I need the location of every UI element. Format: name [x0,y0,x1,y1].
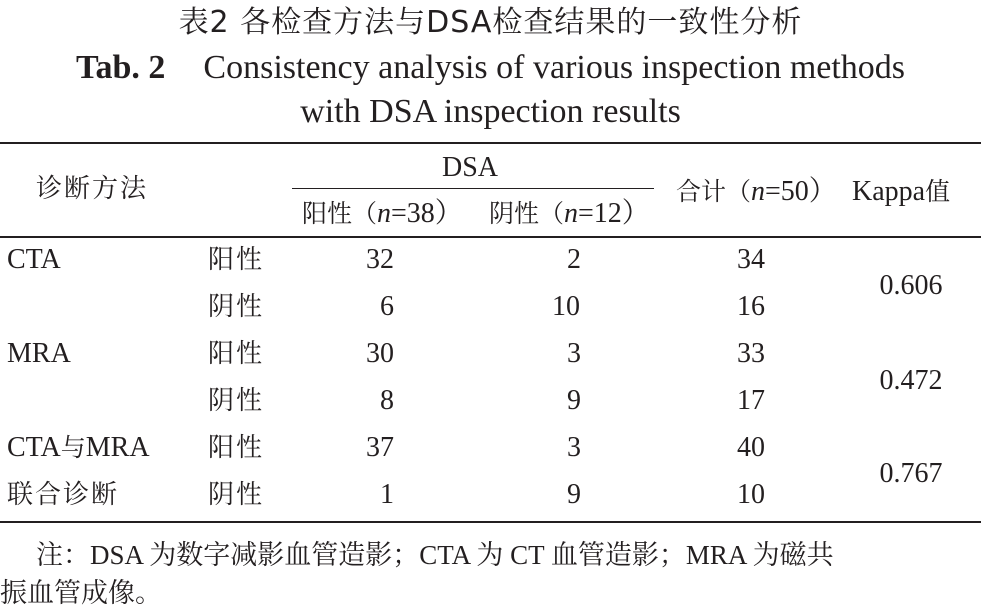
row-label: 阴性 [208,292,265,322]
bottom-rule [0,521,981,523]
cell-dsa-positive: 30 [366,338,394,369]
cell-dsa-negative: 3 [567,338,581,369]
header-dsa-positive [302,198,463,230]
group-name-combined-mra: MRA [85,432,150,463]
table-note-line2: 振血管成像。 [0,578,162,608]
header-total [676,176,837,208]
cell-total: 40 [737,432,765,463]
header-total-label: 合计（ [676,177,752,206]
cell-dsa-negative: 2 [567,244,581,275]
header-total-n: n [751,176,766,207]
table-title-english [0,46,981,134]
header-dsa-negative-label: 阴性（ [489,199,565,228]
group-name-cta: CTA [7,244,61,275]
group-name-combined-line2: 联合诊断 [7,480,120,510]
top-rule [0,142,981,144]
cell-dsa-negative: 3 [567,432,581,463]
kappa-value-combined: 0.767 [879,458,943,489]
cell-dsa-positive: 32 [366,244,394,275]
header-dsa-negative-count: =12） [578,198,650,229]
header-dsa-negative-n: n [564,198,579,229]
group-name-combined [7,432,150,464]
cell-dsa-positive: 6 [380,291,394,322]
row-label: 阳性 [208,339,265,369]
header-dsa-positive-count: =38） [391,198,463,229]
cell-dsa-negative: 9 [567,385,581,416]
header-dsa: DSA [442,152,499,183]
header-kappa-cn: 值 [925,177,951,206]
cell-dsa-positive: 1 [380,479,394,510]
header-kappa-en: Kappa [852,176,926,207]
table-note [0,536,981,608]
header-dsa-positive-label: 阳性（ [302,199,378,228]
table-label: Tab. 2 [75,49,166,86]
cell-dsa-positive: 37 [366,432,394,463]
row-label: 阴性 [208,480,265,510]
group-name-combined-cta: CTA [7,432,61,463]
cell-dsa-negative: 10 [552,291,580,322]
kappa-value-cta: 0.606 [879,270,943,301]
table-title-english-line2: with DSA inspection results [300,93,681,130]
row-label: 阳性 [208,433,265,463]
row-label: 阴性 [208,386,265,416]
dsa-subheader-rule [292,188,654,189]
cell-total: 17 [737,385,765,416]
header-rule [0,236,981,238]
cell-total: 16 [737,291,765,322]
table-title-chinese: 表2 各检查方法与DSA检查结果的一致性分析 [178,5,803,40]
group-name-mra: MRA [7,338,71,369]
table-note-line1: 注：DSA 为数字减影血管造影；CTA 为 CT 血管造影；MRA 为磁共 [36,540,834,570]
header-method: 诊断方法 [36,174,149,204]
cell-dsa-negative: 9 [567,479,581,510]
kappa-value-mra: 0.472 [879,365,943,396]
cell-total: 10 [737,479,765,510]
row-label: 阳性 [208,245,265,275]
header-dsa-positive-n: n [377,198,392,229]
header-dsa-negative [489,198,650,230]
cell-total: 34 [737,244,765,275]
header-total-count: =50） [765,176,837,207]
group-name-combined-and: 与 [60,433,86,462]
cell-total: 33 [737,338,765,369]
header-kappa [852,176,950,208]
table-title-english-line1: Consistency analysis of various inspection methods [203,49,906,86]
cell-dsa-positive: 8 [380,385,394,416]
